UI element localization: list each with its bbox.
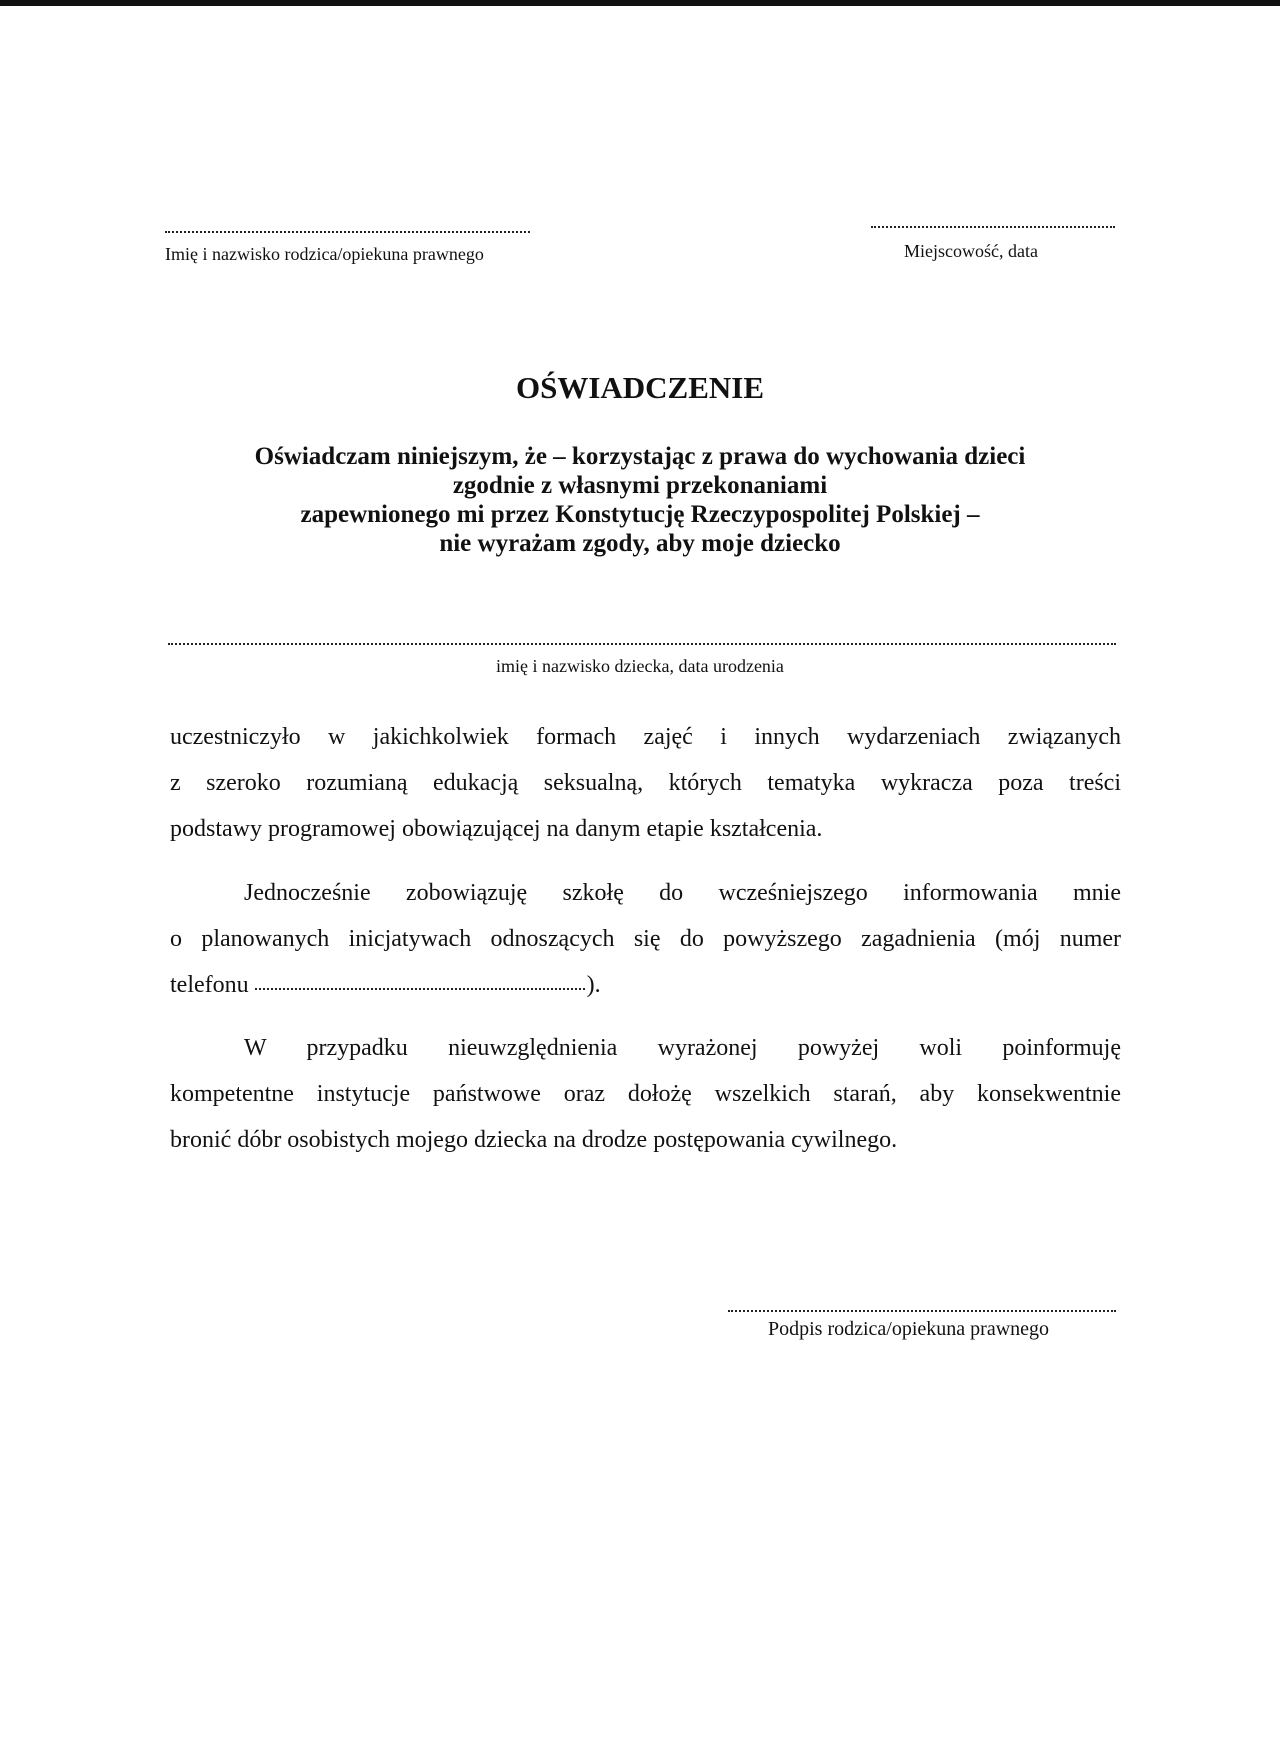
phone-prefix: telefonu bbox=[170, 972, 249, 998]
paragraph-line: podstawy programowej obowiązującej na danym etapie kształcenia. bbox=[170, 816, 823, 842]
phone-number-field[interactable] bbox=[255, 988, 585, 990]
paragraph-line: uczestniczyło w jakichkolwiek formach zajęć i innych wydarzeniach związanych bbox=[170, 724, 1121, 750]
paragraph-line: o planowanych inicjatywach odnoszących się do powyższego zagadnienia (mój numer bbox=[170, 926, 1121, 952]
signature-field[interactable] bbox=[728, 1310, 1116, 1312]
phone-suffix: ). bbox=[586, 972, 601, 998]
paragraph-participation bbox=[170, 714, 1121, 852]
paragraph-line: z szeroko rozumianą edukacją seksualną, których tematyka wykracza poza treści bbox=[170, 770, 1121, 796]
paragraph-line: Jednocześnie zobowiązuję szkołę do wcześniejszego informowania mnie bbox=[244, 880, 1121, 906]
document-title: OŚWIADCZENIE bbox=[515, 370, 765, 405]
paragraph-legal-action bbox=[170, 1025, 1121, 1163]
intro-statement bbox=[0, 442, 1280, 558]
scan-border bbox=[0, 0, 1280, 6]
child-field-label: imię i nazwisko dziecka, data urodzenia bbox=[496, 656, 784, 676]
phone-line bbox=[170, 962, 1121, 1008]
paragraph-line: bronić dóbr osobistych mojego dziecka na drodze postępowania cywilnego. bbox=[170, 1127, 898, 1153]
place-date-label: Miejscowość, data bbox=[904, 241, 1038, 261]
place-date-field[interactable] bbox=[871, 226, 1115, 228]
intro-line: nie wyrażam zgody, aby moje dziecko bbox=[439, 530, 841, 557]
child-name-field[interactable] bbox=[168, 643, 1116, 645]
signature-label: Podpis rodzica/opiekuna prawnego bbox=[768, 1318, 1050, 1340]
parent-name-label: Imię i nazwisko rodzica/opiekuna prawnego bbox=[165, 244, 484, 264]
intro-line: zgodnie z własnymi przekonaniami bbox=[452, 472, 828, 499]
intro-line: Oświadczam niniejszym, że – korzystając z prawa do wychowania dzieci bbox=[254, 443, 1026, 470]
paragraph-line: W przypadku nieuwzględnienia wyrażonej powyżej woli poinformuję bbox=[244, 1035, 1121, 1061]
paragraph-line: kompetentne instytucje państwowe oraz dołożę wszelkich starań, aby konsekwentnie bbox=[170, 1081, 1121, 1107]
parent-name-field[interactable] bbox=[165, 231, 530, 233]
intro-line: zapewnionego mi przez Konstytucję Rzeczypospolitej Polskiej – bbox=[300, 501, 980, 528]
paragraph-notification bbox=[170, 870, 1121, 1008]
